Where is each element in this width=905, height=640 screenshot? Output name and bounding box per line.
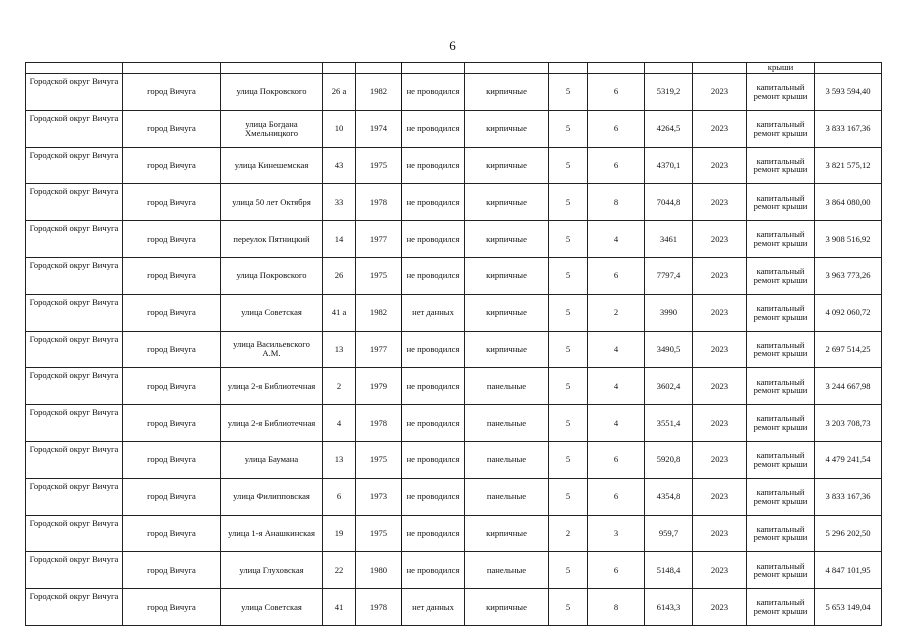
cell-plan-year: 2023: [693, 74, 747, 111]
cell-region: Городской округ Вичуга: [26, 110, 123, 147]
cell-street: улица Советская: [221, 589, 323, 626]
cell-year-built: 1975: [356, 257, 402, 294]
cell-plan-year: 2023: [693, 478, 747, 515]
cell-region: Городской округ Вичуга: [26, 147, 123, 184]
cell-cost: 3 864 080,00: [815, 184, 882, 221]
cell-empty: [26, 63, 123, 74]
cell-area: 3990: [645, 294, 693, 331]
table-row: [26, 515, 882, 552]
housing-table: [25, 62, 882, 626]
cell-street: улица Богдана Хмельницкого: [221, 110, 323, 147]
cell-year-built: 1979: [356, 368, 402, 405]
table-row: [26, 294, 882, 331]
cell-cost: 3 821 575,12: [815, 147, 882, 184]
cell-work-type: капитальный ремонт крыши: [747, 184, 815, 221]
cell-street: улица Покровского: [221, 257, 323, 294]
table-row: [26, 441, 882, 478]
cell-wall-material: панельные: [465, 441, 549, 478]
cell-year-built: 1975: [356, 147, 402, 184]
cell-wall-material: кирпичные: [465, 294, 549, 331]
cell-work-type: капитальный ремонт крыши: [747, 147, 815, 184]
cell-floors: 2: [549, 515, 588, 552]
cell-privatization: не проводился: [402, 74, 465, 111]
table-row: [26, 257, 882, 294]
cell-plan-year: 2023: [693, 441, 747, 478]
cell-floors: 5: [549, 552, 588, 589]
cell-year-built: 1980: [356, 552, 402, 589]
cell-street: улица 2-я Библиотечная: [221, 368, 323, 405]
cell-year-built: 1982: [356, 294, 402, 331]
cell-year-built: 1974: [356, 110, 402, 147]
cell-street: улица Васильевского А.М.: [221, 331, 323, 368]
cell-city: город Вичуга: [123, 368, 221, 405]
cell-plan-year: 2023: [693, 331, 747, 368]
cell-region: Городской округ Вичуга: [26, 257, 123, 294]
cell-floors: 5: [549, 147, 588, 184]
table-row-continuation: [26, 63, 882, 74]
cell-region: Городской округ Вичуга: [26, 294, 123, 331]
cell-entrances: 6: [588, 110, 645, 147]
cell-cost: 3 833 167,36: [815, 110, 882, 147]
cell-work-type: капитальный ремонт крыши: [747, 294, 815, 331]
cell-floors: 5: [549, 478, 588, 515]
cell-city: город Вичуга: [123, 589, 221, 626]
cell-work-type: капитальный ремонт крыши: [747, 405, 815, 442]
cell-entrances: 8: [588, 589, 645, 626]
cell-privatization: не проводился: [402, 552, 465, 589]
cell-year-built: 1978: [356, 589, 402, 626]
cell-area: 4370,1: [645, 147, 693, 184]
cell-street: улица Советская: [221, 294, 323, 331]
cell-city: город Вичуга: [123, 405, 221, 442]
cell-floors: 5: [549, 257, 588, 294]
cell-area: 3602,4: [645, 368, 693, 405]
cell-plan-year: 2023: [693, 405, 747, 442]
cell-entrances: 4: [588, 221, 645, 258]
cell-house-number: 41 а: [323, 294, 356, 331]
cell-plan-year: 2023: [693, 294, 747, 331]
cell-privatization: не проводился: [402, 478, 465, 515]
table-row: [26, 221, 882, 258]
cell-cost: 3 593 594,40: [815, 74, 882, 111]
cell-privatization: нет данных: [402, 589, 465, 626]
cell-entrances: 4: [588, 368, 645, 405]
cell-empty: [221, 63, 323, 74]
cell-cost: 5 653 149,04: [815, 589, 882, 626]
cell-floors: 5: [549, 405, 588, 442]
cell-work-type: капитальный ремонт крыши: [747, 221, 815, 258]
cell-privatization: нет данных: [402, 294, 465, 331]
cell-work-type: капитальный ремонт крыши: [747, 257, 815, 294]
cell-privatization: не проводился: [402, 221, 465, 258]
cell-floors: 5: [549, 589, 588, 626]
cell-plan-year: 2023: [693, 221, 747, 258]
cell-entrances: 6: [588, 478, 645, 515]
cell-region: Городской округ Вичуга: [26, 221, 123, 258]
cell-wall-material: кирпичные: [465, 74, 549, 111]
cell-work-type: капитальный ремонт крыши: [747, 552, 815, 589]
cell-area: 4354,8: [645, 478, 693, 515]
table-row: [26, 405, 882, 442]
cell-house-number: 26 а: [323, 74, 356, 111]
cell-house-number: 19: [323, 515, 356, 552]
cell-cost: 2 697 514,25: [815, 331, 882, 368]
cell-street: улица Глуховская: [221, 552, 323, 589]
cell-privatization: не проводился: [402, 147, 465, 184]
cell-wall-material: кирпичные: [465, 589, 549, 626]
table-row: [26, 368, 882, 405]
cell-privatization: не проводился: [402, 368, 465, 405]
cell-street: улица Покровского: [221, 74, 323, 111]
cell-city: город Вичуга: [123, 552, 221, 589]
cell-floors: 5: [549, 441, 588, 478]
cell-wall-material: кирпичные: [465, 221, 549, 258]
cell-entrances: 6: [588, 257, 645, 294]
page-number: 6: [449, 38, 456, 53]
cell-city: город Вичуга: [123, 257, 221, 294]
cell-region: Городской округ Вичуга: [26, 74, 123, 111]
cell-house-number: 41: [323, 589, 356, 626]
cell-privatization: не проводился: [402, 405, 465, 442]
cell-plan-year: 2023: [693, 147, 747, 184]
cell-city: город Вичуга: [123, 515, 221, 552]
cell-wall-material: панельные: [465, 405, 549, 442]
cell-work-type: капитальный ремонт крыши: [747, 331, 815, 368]
cell-empty: [465, 63, 549, 74]
cell-entrances: 6: [588, 552, 645, 589]
cell-plan-year: 2023: [693, 110, 747, 147]
cell-wall-material: кирпичные: [465, 515, 549, 552]
cell-region: Городской округ Вичуга: [26, 441, 123, 478]
table-row: [26, 147, 882, 184]
cell-entrances: 8: [588, 184, 645, 221]
table-row: [26, 478, 882, 515]
cell-house-number: 10: [323, 110, 356, 147]
cell-year-built: 1978: [356, 405, 402, 442]
cell-region: Городской округ Вичуга: [26, 552, 123, 589]
table-row: [26, 74, 882, 111]
table-body: [26, 63, 882, 626]
cell-work-type: капитальный ремонт крыши: [747, 368, 815, 405]
table-row: [26, 184, 882, 221]
cell-city: город Вичуга: [123, 441, 221, 478]
cell-house-number: 22: [323, 552, 356, 589]
cell-street: улица 2-я Библиотечная: [221, 405, 323, 442]
cell-wall-material: кирпичные: [465, 184, 549, 221]
cell-work-type: капитальный ремонт крыши: [747, 478, 815, 515]
cell-floors: 5: [549, 331, 588, 368]
cell-empty: [693, 63, 747, 74]
cell-area: 959,7: [645, 515, 693, 552]
cell-floors: 5: [549, 110, 588, 147]
cell-house-number: 2: [323, 368, 356, 405]
cell-year-built: 1973: [356, 478, 402, 515]
cell-year-built: 1975: [356, 441, 402, 478]
cell-work-type: капитальный ремонт крыши: [747, 74, 815, 111]
cell-city: город Вичуга: [123, 294, 221, 331]
cell-area: 5920,8: [645, 441, 693, 478]
cell-street: улица 50 лет Октября: [221, 184, 323, 221]
cell-entrances: 4: [588, 405, 645, 442]
cell-privatization: не проводился: [402, 184, 465, 221]
cell-privatization: не проводился: [402, 441, 465, 478]
cell-entrances: 2: [588, 294, 645, 331]
cell-entrances: 6: [588, 147, 645, 184]
cell-entrances: 4: [588, 331, 645, 368]
cell-city: город Вичуга: [123, 221, 221, 258]
cell-year-built: 1977: [356, 221, 402, 258]
cell-entrances: 6: [588, 74, 645, 111]
cell-area: 6143,3: [645, 589, 693, 626]
cell-empty: [549, 63, 588, 74]
table-row: [26, 110, 882, 147]
cell-street: улица Кинешемская: [221, 147, 323, 184]
cell-city: город Вичуга: [123, 478, 221, 515]
cell-work-type: капитальный ремонт крыши: [747, 441, 815, 478]
cell-cost: 4 479 241,54: [815, 441, 882, 478]
cell-cost: 3 244 667,98: [815, 368, 882, 405]
cell-privatization: не проводился: [402, 331, 465, 368]
cell-region: Городской округ Вичуга: [26, 478, 123, 515]
cell-year-built: 1978: [356, 184, 402, 221]
cell-cost: 4 847 101,95: [815, 552, 882, 589]
cell-street: улица Баумана: [221, 441, 323, 478]
cell-floors: 5: [549, 184, 588, 221]
cell-plan-year: 2023: [693, 515, 747, 552]
cell-house-number: 26: [323, 257, 356, 294]
cell-cost: 4 092 060,72: [815, 294, 882, 331]
cell-plan-year: 2023: [693, 368, 747, 405]
cell-area: 7797,4: [645, 257, 693, 294]
cell-wall-material: кирпичные: [465, 257, 549, 294]
cell-city: город Вичуга: [123, 110, 221, 147]
cell-floors: 5: [549, 221, 588, 258]
cell-cost: 3 833 167,36: [815, 478, 882, 515]
cell-empty: [402, 63, 465, 74]
cell-privatization: не проводился: [402, 257, 465, 294]
cell-empty: [588, 63, 645, 74]
cell-empty: [123, 63, 221, 74]
cell-region: Городской округ Вичуга: [26, 589, 123, 626]
cell-area: 4264,5: [645, 110, 693, 147]
cell-region: Городской округ Вичуга: [26, 368, 123, 405]
cell-year-built: 1977: [356, 331, 402, 368]
cell-area: 5319,2: [645, 74, 693, 111]
cell-privatization: не проводился: [402, 110, 465, 147]
cell-entrances: 6: [588, 441, 645, 478]
cell-floors: 5: [549, 74, 588, 111]
cell-house-number: 4: [323, 405, 356, 442]
cell-area: 5148,4: [645, 552, 693, 589]
cell-house-number: 33: [323, 184, 356, 221]
cell-city: город Вичуга: [123, 331, 221, 368]
cell-work-type: капитальный ремонт крыши: [747, 110, 815, 147]
cell-area: 3490,5: [645, 331, 693, 368]
cell-plan-year: 2023: [693, 589, 747, 626]
cell-area: 7044,8: [645, 184, 693, 221]
cell-city: город Вичуга: [123, 74, 221, 111]
cell-region: Городской округ Вичуга: [26, 331, 123, 368]
cell-wall-material: панельные: [465, 552, 549, 589]
cell-wall-material: панельные: [465, 478, 549, 515]
cell-house-number: 43: [323, 147, 356, 184]
table-row: [26, 331, 882, 368]
cell-area: 3551,4: [645, 405, 693, 442]
cell-wall-material: кирпичные: [465, 147, 549, 184]
cell-city: город Вичуга: [123, 184, 221, 221]
cell-plan-year: 2023: [693, 552, 747, 589]
cell-region: Городской округ Вичуга: [26, 184, 123, 221]
cell-street: улица 1-я Анашкинская: [221, 515, 323, 552]
cell-street: улица Филипповская: [221, 478, 323, 515]
cell-wall-material: кирпичные: [465, 331, 549, 368]
cell-empty: [356, 63, 402, 74]
cell-region: Городской округ Вичуга: [26, 515, 123, 552]
cell-empty: [323, 63, 356, 74]
cell-cost: 5 296 202,50: [815, 515, 882, 552]
cell-street: переулок Пятницкий: [221, 221, 323, 258]
cell-plan-year: 2023: [693, 257, 747, 294]
cell-cost: 3 908 516,92: [815, 221, 882, 258]
cell-work-type: капитальный ремонт крыши: [747, 589, 815, 626]
cell-entrances: 3: [588, 515, 645, 552]
cell-empty: [815, 63, 882, 74]
cell-house-number: 13: [323, 441, 356, 478]
cell-empty: [645, 63, 693, 74]
cell-year-built: 1975: [356, 515, 402, 552]
cell-area: 3461: [645, 221, 693, 258]
cell-wall-material: кирпичные: [465, 110, 549, 147]
table-row: [26, 589, 882, 626]
cell-house-number: 14: [323, 221, 356, 258]
cell-house-number: 6: [323, 478, 356, 515]
cell-region: Городской округ Вичуга: [26, 405, 123, 442]
cell-cost: 3 203 708,73: [815, 405, 882, 442]
cell-cost: 3 963 773,26: [815, 257, 882, 294]
cell-privatization: не проводился: [402, 515, 465, 552]
cell-city: город Вичуга: [123, 147, 221, 184]
cell-work-continuation: крыши: [747, 63, 815, 74]
cell-plan-year: 2023: [693, 184, 747, 221]
table-row: [26, 552, 882, 589]
cell-house-number: 13: [323, 331, 356, 368]
cell-floors: 5: [549, 368, 588, 405]
cell-wall-material: панельные: [465, 368, 549, 405]
cell-floors: 5: [549, 294, 588, 331]
cell-work-type: капитальный ремонт крыши: [747, 515, 815, 552]
cell-year-built: 1982: [356, 74, 402, 111]
